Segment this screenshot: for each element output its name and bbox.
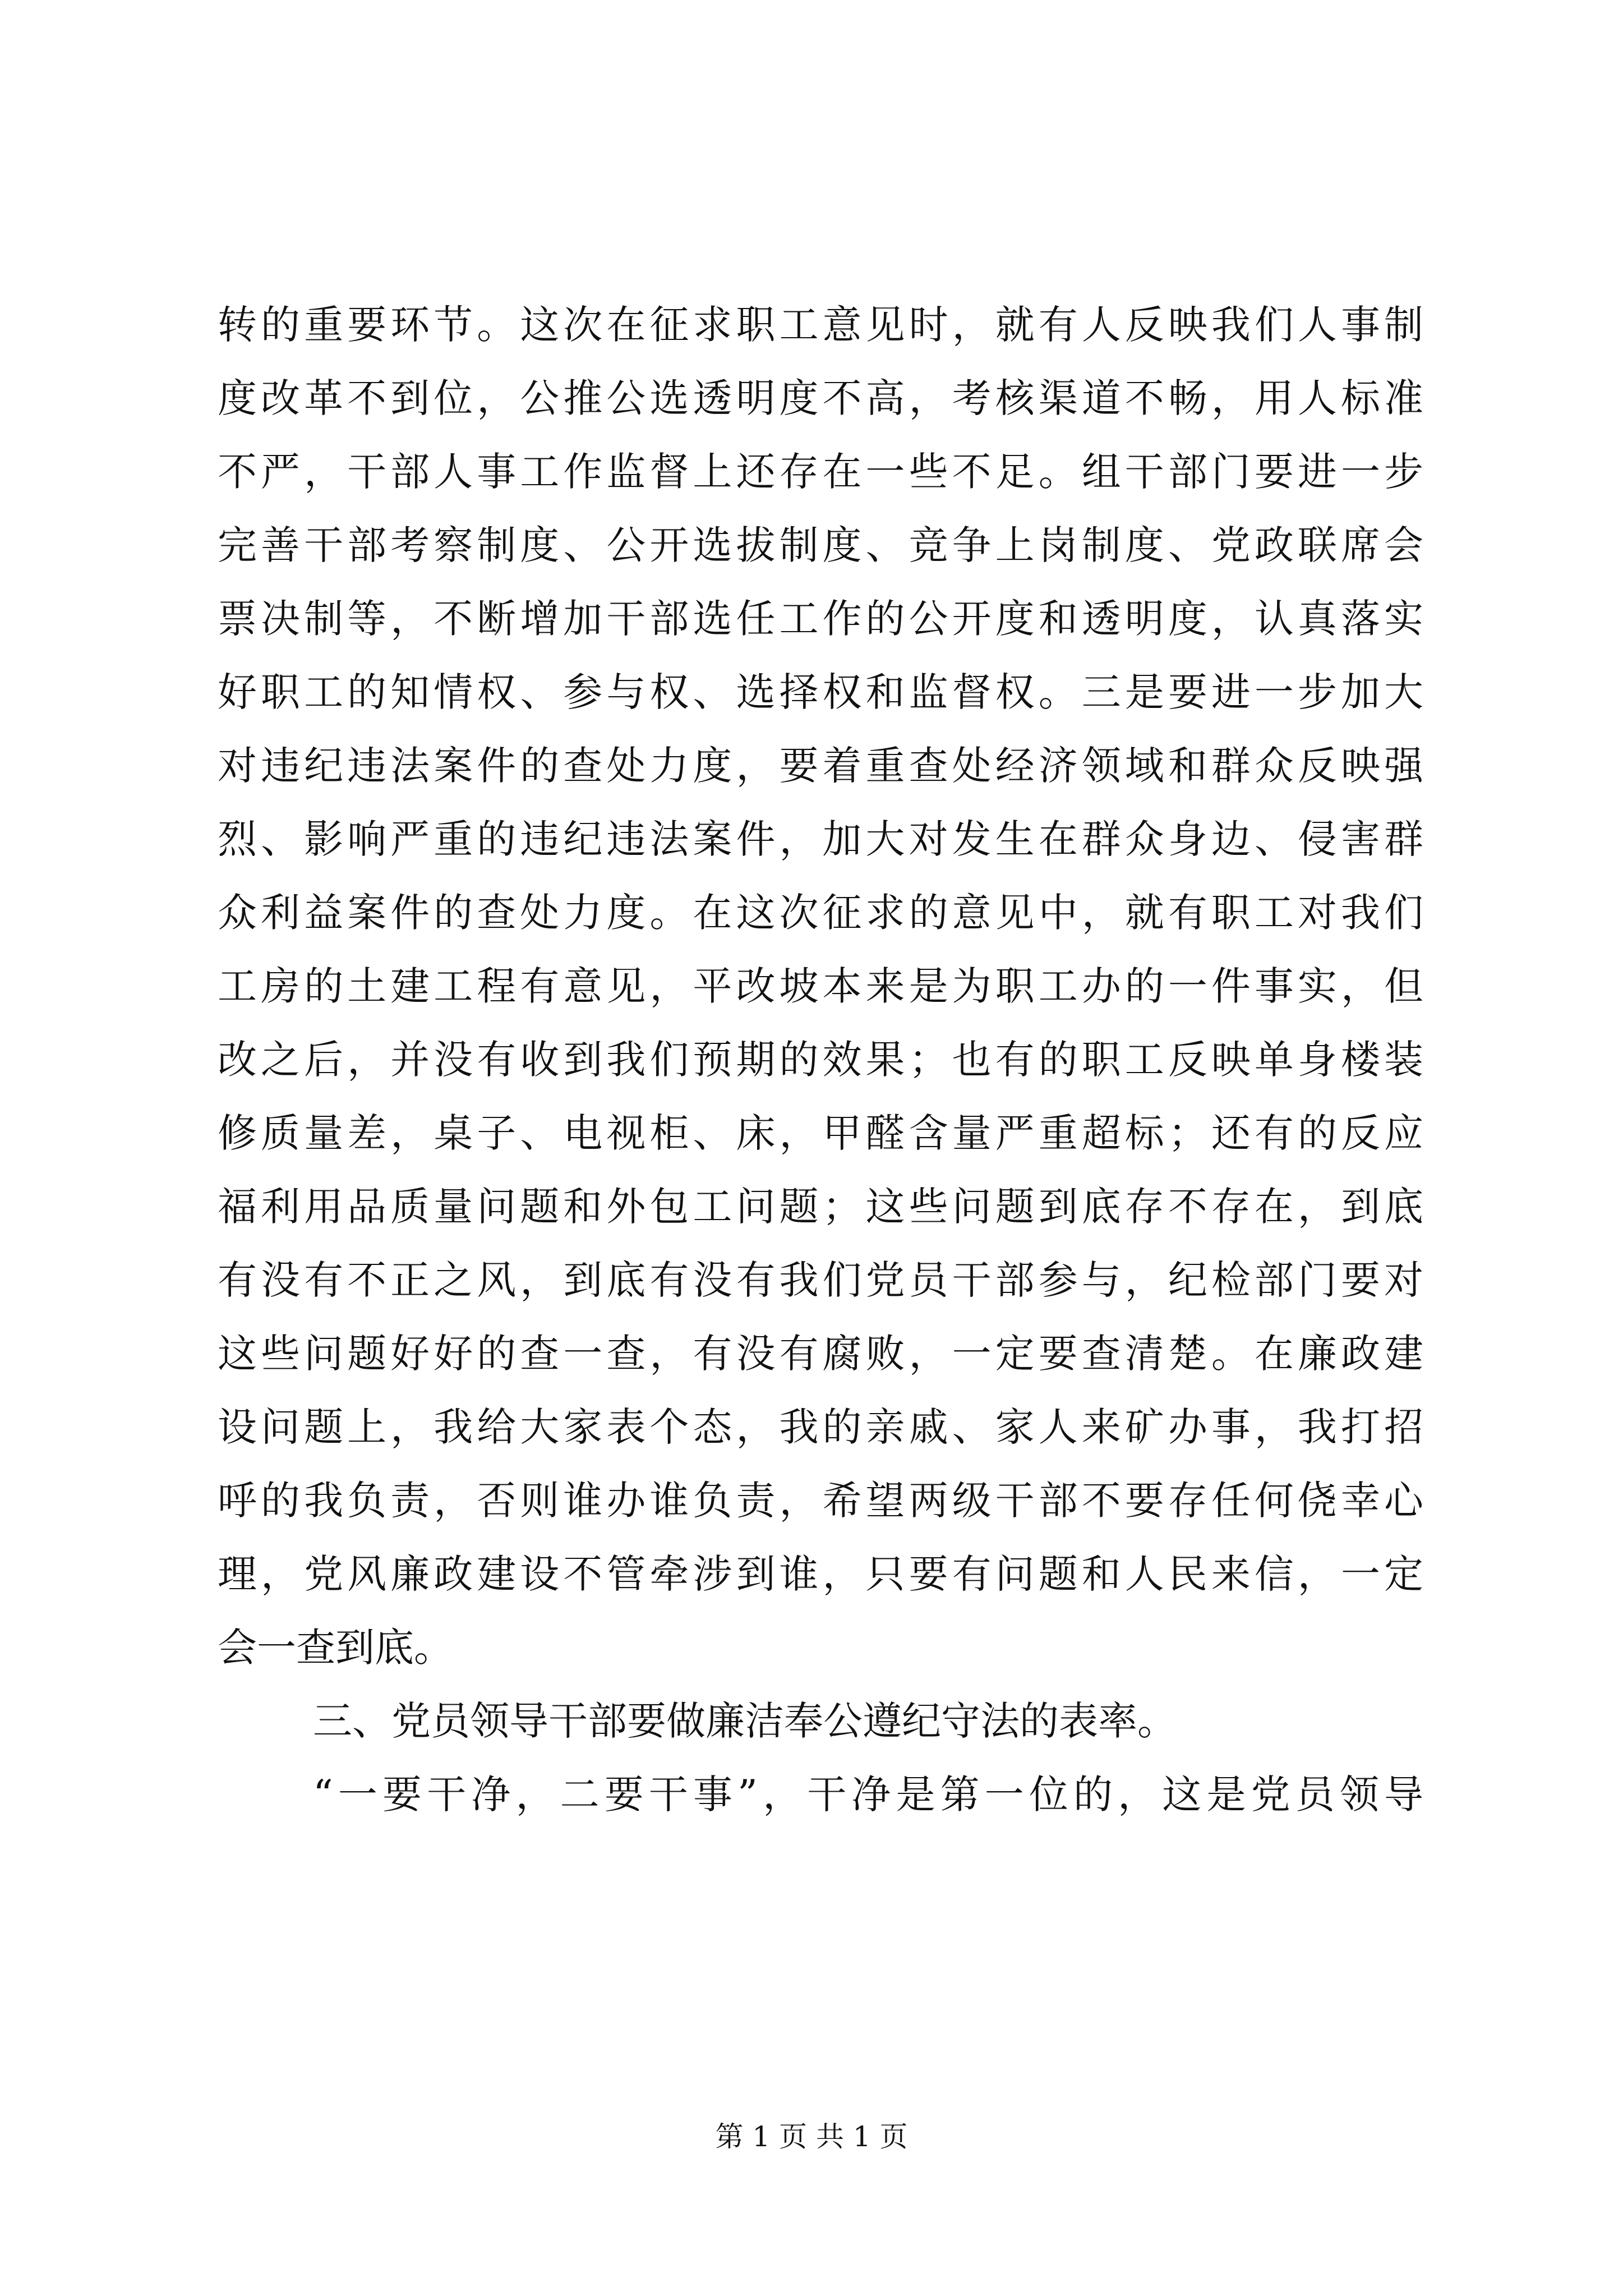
text-line-11: 改之后，并没有收到我们预期的效果；也有的职工反映单身楼装 (218, 1037, 1423, 1083)
section-heading: 三、党员领导干部要做廉洁奉公遵纪守法的表率。 (313, 1698, 1177, 1744)
text-line-7: 对违纪违法案件的查处力度，要着重查处经济领域和群众反映强 (218, 743, 1423, 789)
text-line-2: 度改革不到位，公推公选透明度不高，考核渠道不畅，用人标准 (218, 375, 1423, 421)
text-line-14: 有没有不正之风，到底有没有我们党员干部参与，纪检部门要对 (218, 1257, 1423, 1303)
page-footer (0, 2117, 1623, 2156)
text-line-8: 烈、影响严重的违纪违法案件，加大对发生在群众身边、侵害群 (218, 816, 1423, 862)
page-number-label: 第 1 页 共 1 页 (715, 2120, 908, 2153)
text-line-19: 会一查到底。 (218, 1625, 453, 1671)
body-text (218, 288, 1423, 1832)
text-line-4: 完善干部考察制度、公开选拔制度、竞争上岗制度、党政联席会 (218, 522, 1423, 568)
text-line-13: 福利用品质量问题和外包工问题；这些问题到底存不存在，到底 (218, 1184, 1423, 1230)
text-line-18: 理，党风廉政建设不管牵涉到谁，只要有问题和人民来信，一定 (218, 1551, 1423, 1597)
text-line-15: 这些问题好好的查一查，有没有腐败，一定要查清楚。在廉政建 (218, 1331, 1423, 1377)
text-line-3: 不严，干部人事工作监督上还存在一些不足。组干部门要进一步 (218, 449, 1423, 495)
text-line-5: 票决制等，不断增加干部选任工作的公开度和透明度，认真落实 (218, 596, 1423, 642)
text-line-9: 众利益案件的查处力度。在这次征求的意见中，就有职工对我们 (218, 890, 1423, 936)
text-line-17: 呼的我负责，否则谁办谁负责，希望两级干部不要存任何侥幸心 (218, 1478, 1423, 1524)
text-line-21: “一要干净，二要干事”，干净是第一位的，这是党员领导 (313, 1772, 1423, 1818)
text-line-10: 工房的土建工程有意见，平改坡本来是为职工办的一件事实，但 (218, 963, 1423, 1009)
text-line-1: 转的重要环节。这次在征求职工意见时，就有人反映我们人事制 (218, 302, 1423, 348)
text-line-6: 好职工的知情权、参与权、选择权和监督权。三是要进一步加大 (218, 669, 1423, 715)
text-line-16: 设问题上，我给大家表个态，我的亲戚、家人来矿办事，我打招 (218, 1404, 1423, 1450)
text-line-12: 修质量差，桌子、电视柜、床，甲醛含量严重超标；还有的反应 (218, 1110, 1423, 1156)
